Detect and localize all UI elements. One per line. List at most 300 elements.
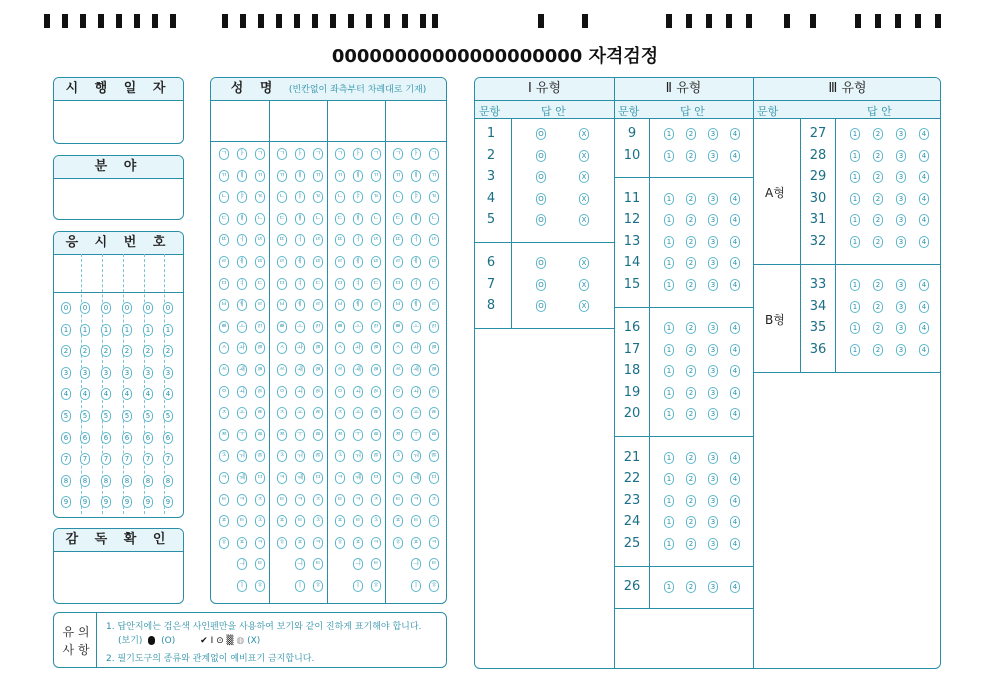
answer-bubble[interactable]: 2 [873, 193, 883, 205]
supervisor-box[interactable] [53, 528, 184, 604]
name-bubble[interactable]: ㅉ [393, 429, 403, 441]
name-bubble[interactable]: ㅃ [393, 321, 403, 333]
name-bubble[interactable]: ㅊ [335, 450, 345, 462]
name-bubble[interactable]: ㅏ [353, 148, 363, 160]
digit-bubble[interactable]: 5 [80, 410, 90, 422]
answer-bubble[interactable]: 2 [873, 214, 883, 226]
name-bubble[interactable]: ㅋ [313, 537, 323, 549]
answer-bubble[interactable]: O [536, 279, 546, 291]
name-bubble[interactable]: ㄱ [393, 148, 403, 160]
digit-bubble[interactable]: 9 [163, 496, 173, 508]
name-bubble[interactable]: ㅊ [313, 515, 323, 527]
name-bubble[interactable]: ㄱ [255, 148, 265, 160]
name-bubble[interactable]: ㅌ [295, 515, 305, 527]
name-bubble[interactable]: ㄲ [429, 170, 439, 182]
name-bubble[interactable]: ㅍ [353, 537, 363, 549]
name-bubble[interactable]: ㅍ [335, 515, 345, 527]
name-bubble[interactable]: ㄱ [371, 148, 381, 160]
answer-bubble[interactable]: 2 [686, 452, 696, 464]
name-bubble[interactable]: ㄾ [255, 407, 265, 419]
name-bubble[interactable]: ㅊ [393, 450, 403, 462]
name-bubble[interactable]: ㄺ [371, 321, 381, 333]
name-bubble[interactable]: ㅌ [255, 558, 265, 570]
answer-bubble[interactable]: 3 [708, 322, 718, 334]
name-bubble[interactable]: ㅈ [219, 407, 229, 419]
name-bubble[interactable]: ㄽ [313, 386, 323, 398]
name-bubble[interactable]: ㅝ [411, 450, 421, 462]
name-bubble[interactable]: ㅐ [411, 170, 421, 182]
name-bubble[interactable]: ㅁ [371, 472, 381, 484]
digit-bubble[interactable]: 9 [143, 496, 153, 508]
name-bubble[interactable]: ㅎ [429, 580, 439, 592]
name-bubble[interactable]: ㄵ [313, 234, 323, 246]
name-bubble[interactable]: ㅂ [277, 299, 287, 311]
answer-bubble[interactable]: 2 [686, 322, 696, 334]
name-bubble[interactable]: ㄷ [371, 278, 381, 290]
name-bubble[interactable]: ㅕ [411, 278, 421, 290]
name-bubble[interactable]: ㄼ [371, 364, 381, 376]
answer-bubble[interactable]: 4 [730, 581, 740, 593]
digit-bubble[interactable]: 5 [163, 410, 173, 422]
answer-bubble[interactable]: 4 [919, 236, 929, 248]
name-bubble[interactable]: ㅋ [411, 494, 421, 506]
answer-bubble[interactable]: 1 [850, 301, 860, 313]
answer-bubble[interactable]: 2 [686, 257, 696, 269]
digit-bubble[interactable]: 7 [143, 453, 153, 465]
answer-bubble[interactable]: 3 [896, 344, 906, 356]
answer-bubble[interactable]: 3 [708, 193, 718, 205]
name-bubble[interactable]: ㅑ [295, 191, 305, 203]
name-bubble[interactable]: ㄳ [255, 191, 265, 203]
name-bubble[interactable]: ㅅ [335, 342, 345, 354]
answer-bubble[interactable]: X [579, 257, 589, 269]
answer-bubble[interactable]: 1 [664, 257, 674, 269]
digit-bubble[interactable]: 8 [61, 475, 71, 487]
digit-bubble[interactable]: 0 [80, 302, 90, 314]
digit-bubble[interactable]: 2 [61, 345, 71, 357]
answer-bubble[interactable]: 4 [730, 452, 740, 464]
answer-bubble[interactable]: 1 [664, 516, 674, 528]
answer-bubble[interactable]: 4 [919, 344, 929, 356]
name-bubble[interactable]: ㄷ [219, 213, 229, 225]
digit-bubble[interactable]: 3 [80, 367, 90, 379]
answer-bubble[interactable]: 3 [896, 236, 906, 248]
digit-bubble[interactable]: 8 [80, 475, 90, 487]
name-bubble[interactable]: ㄷ [335, 213, 345, 225]
answer-bubble[interactable]: 4 [919, 128, 929, 140]
answer-bubble[interactable]: 4 [919, 193, 929, 205]
name-bubble[interactable]: ㅁ [335, 278, 345, 290]
answer-bubble[interactable]: 1 [850, 322, 860, 334]
name-bubble[interactable]: ㅋ [371, 537, 381, 549]
answer-bubble[interactable]: O [536, 214, 546, 226]
answer-bubble[interactable]: 2 [686, 538, 696, 550]
answer-bubble[interactable]: 4 [919, 301, 929, 313]
name-bubble[interactable]: ㅋ [219, 472, 229, 484]
answer-bubble[interactable]: 3 [896, 171, 906, 183]
name-bubble[interactable]: ㄱ [429, 148, 439, 160]
digit-bubble[interactable]: 9 [80, 496, 90, 508]
answer-bubble[interactable]: 1 [850, 193, 860, 205]
digit-bubble[interactable]: 0 [122, 302, 132, 314]
answer-bubble[interactable]: 2 [873, 236, 883, 248]
name-bubble[interactable]: ㅏ [295, 148, 305, 160]
name-bubble[interactable]: ㅢ [353, 558, 363, 570]
digit-bubble[interactable]: 4 [143, 388, 153, 400]
answer-bubble[interactable]: O [536, 171, 546, 183]
name-bubble[interactable]: ㄶ [371, 256, 381, 268]
name-bubble[interactable]: ㄲ [255, 170, 265, 182]
name-bubble[interactable]: ㅃ [219, 321, 229, 333]
digit-bubble[interactable]: 1 [122, 324, 132, 336]
answer-bubble[interactable]: 2 [686, 516, 696, 528]
name-bubble[interactable]: ㄱ [313, 148, 323, 160]
name-bubble[interactable]: ㅝ [353, 450, 363, 462]
digit-bubble[interactable]: 0 [61, 302, 71, 314]
answer-bubble[interactable]: 3 [708, 257, 718, 269]
answer-bubble[interactable]: 2 [686, 150, 696, 162]
answer-bubble[interactable]: 1 [664, 538, 674, 550]
answer-bubble[interactable]: 1 [850, 171, 860, 183]
answer-bubble[interactable]: 3 [708, 365, 718, 377]
name-bubble[interactable]: ㅔ [295, 256, 305, 268]
name-bubble[interactable]: ㅢ [237, 558, 247, 570]
name-bubble[interactable]: ㅘ [411, 342, 421, 354]
digit-bubble[interactable]: 3 [143, 367, 153, 379]
digit-bubble[interactable]: 8 [122, 475, 132, 487]
name-bubble[interactable]: ㅎ [255, 580, 265, 592]
name-bubble[interactable]: ㅑ [411, 191, 421, 203]
name-bubble[interactable]: ㅅ [393, 342, 403, 354]
answer-bubble[interactable]: 3 [708, 236, 718, 248]
answer-bubble[interactable]: X [579, 171, 589, 183]
name-bubble[interactable]: ㄽ [429, 386, 439, 398]
name-bubble[interactable]: ㄺ [429, 321, 439, 333]
name-bubble[interactable]: ㄷ [429, 278, 439, 290]
answer-bubble[interactable]: 1 [664, 150, 674, 162]
name-bubble[interactable]: ㅌ [411, 515, 421, 527]
digit-bubble[interactable]: 4 [61, 388, 71, 400]
answer-bubble[interactable]: 1 [664, 193, 674, 205]
answer-bubble[interactable]: 1 [664, 473, 674, 485]
name-bubble[interactable]: ㄶ [255, 256, 265, 268]
digit-bubble[interactable]: 6 [101, 432, 111, 444]
answer-bubble[interactable]: 3 [708, 387, 718, 399]
name-bubble[interactable]: ㅊ [371, 515, 381, 527]
answer-bubble[interactable]: 1 [664, 279, 674, 291]
answer-bubble[interactable]: 4 [730, 344, 740, 356]
name-bubble[interactable]: ㅖ [295, 299, 305, 311]
answer-bubble[interactable]: 2 [873, 279, 883, 291]
answer-bubble[interactable]: 2 [686, 408, 696, 420]
digit-bubble[interactable]: 7 [122, 453, 132, 465]
name-bubble[interactable]: ㅔ [237, 256, 247, 268]
name-bubble[interactable]: ㅏ [411, 148, 421, 160]
name-bubble[interactable]: ㅎ [371, 580, 381, 592]
digit-bubble[interactable]: 6 [122, 432, 132, 444]
answer-bubble[interactable]: 4 [730, 193, 740, 205]
answer-bubble[interactable]: 4 [730, 408, 740, 420]
name-bubble[interactable]: ㅓ [295, 234, 305, 246]
answer-bubble[interactable]: 4 [730, 257, 740, 269]
name-bubble[interactable]: ㅒ [295, 213, 305, 225]
answer-bubble[interactable]: 4 [919, 279, 929, 291]
name-bubble[interactable]: ㅣ [411, 580, 421, 592]
name-bubble[interactable]: ㅇ [277, 386, 287, 398]
name-bubble[interactable]: ㄳ [371, 191, 381, 203]
answer-bubble[interactable]: 3 [896, 279, 906, 291]
answer-bubble[interactable]: 3 [708, 581, 718, 593]
name-bubble[interactable]: ㅎ [393, 537, 403, 549]
name-bubble[interactable]: ㅚ [353, 386, 363, 398]
name-bubble[interactable]: ㅈ [335, 407, 345, 419]
digit-bubble[interactable]: 0 [163, 302, 173, 314]
name-bubble[interactable]: ㄻ [371, 342, 381, 354]
name-bubble[interactable]: ㅎ [313, 580, 323, 592]
name-bubble[interactable]: ㄷ [255, 278, 265, 290]
name-bubble[interactable]: ㅛ [237, 407, 247, 419]
name-bubble[interactable]: ㅊ [219, 450, 229, 462]
name-bubble[interactable]: ㅞ [237, 472, 247, 484]
name-bubble[interactable]: ㅞ [411, 472, 421, 484]
name-bubble[interactable]: ㄴ [277, 191, 287, 203]
name-bubble[interactable]: ㅍ [411, 537, 421, 549]
name-bubble[interactable]: ㅎ [335, 537, 345, 549]
name-bubble[interactable]: ㅛ [295, 407, 305, 419]
answer-bubble[interactable]: 2 [686, 495, 696, 507]
name-bubble[interactable]: ㅚ [295, 386, 305, 398]
digit-bubble[interactable]: 6 [80, 432, 90, 444]
name-bubble[interactable]: ㄴ [313, 213, 323, 225]
field-box[interactable] [53, 155, 184, 220]
name-bubble[interactable]: ㅁ [255, 472, 265, 484]
name-bubble[interactable]: ㅂ [393, 299, 403, 311]
name-bubble[interactable]: ㅉ [219, 429, 229, 441]
name-bubble[interactable]: ㅋ [295, 494, 305, 506]
name-bubble[interactable]: ㅌ [219, 494, 229, 506]
answer-bubble[interactable]: 3 [896, 301, 906, 313]
name-bubble[interactable]: ㅒ [353, 213, 363, 225]
name-bubble[interactable]: ㅊ [429, 515, 439, 527]
name-bubble[interactable]: ㄹ [313, 299, 323, 311]
digit-bubble[interactable]: 4 [101, 388, 111, 400]
name-bubble[interactable]: ㅍ [277, 515, 287, 527]
name-bubble[interactable]: ㅆ [277, 364, 287, 376]
name-bubble[interactable]: ㅘ [295, 342, 305, 354]
name-bubble[interactable]: ㄿ [429, 429, 439, 441]
answer-bubble[interactable]: 3 [708, 344, 718, 356]
name-bubble[interactable]: ㄾ [371, 407, 381, 419]
name-bubble[interactable]: ㄲ [219, 170, 229, 182]
digit-bubble[interactable]: 5 [143, 410, 153, 422]
answer-bubble[interactable]: O [536, 193, 546, 205]
answer-bubble[interactable]: 3 [708, 452, 718, 464]
name-bubble[interactable]: ㅌ [237, 515, 247, 527]
name-bubble[interactable]: ㅙ [353, 364, 363, 376]
name-bubble[interactable]: ㅍ [237, 537, 247, 549]
answer-bubble[interactable]: 3 [708, 128, 718, 140]
name-bubble[interactable]: ㄲ [393, 170, 403, 182]
answer-bubble[interactable]: 4 [730, 128, 740, 140]
name-bubble[interactable]: ㄶ [313, 256, 323, 268]
name-bubble[interactable]: ㅌ [393, 494, 403, 506]
name-bubble[interactable]: ㅅ [219, 342, 229, 354]
name-bubble[interactable]: ㄳ [429, 191, 439, 203]
digit-bubble[interactable]: 6 [143, 432, 153, 444]
name-bubble[interactable]: ㅝ [237, 450, 247, 462]
name-bubble[interactable]: ㅝ [295, 450, 305, 462]
answer-bubble[interactable]: 4 [730, 516, 740, 528]
digit-bubble[interactable]: 4 [80, 388, 90, 400]
name-bubble[interactable]: ㄵ [371, 234, 381, 246]
name-bubble[interactable]: ㄹ [371, 299, 381, 311]
name-bubble[interactable]: ㄾ [429, 407, 439, 419]
name-bubble[interactable]: ㅀ [255, 450, 265, 462]
digit-bubble[interactable]: 6 [61, 432, 71, 444]
answer-bubble[interactable]: 2 [873, 171, 883, 183]
digit-bubble[interactable]: 8 [143, 475, 153, 487]
answer-bubble[interactable]: X [579, 279, 589, 291]
name-bubble[interactable]: ㅓ [411, 234, 421, 246]
name-bubble[interactable]: ㅖ [237, 299, 247, 311]
name-bubble[interactable]: ㅣ [295, 580, 305, 592]
exam-date-box[interactable] [53, 77, 184, 144]
answer-bubble[interactable]: 2 [686, 387, 696, 399]
answer-bubble[interactable]: 3 [708, 495, 718, 507]
answer-bubble[interactable]: 2 [873, 150, 883, 162]
name-bubble[interactable]: ㅉ [277, 429, 287, 441]
name-bubble[interactable]: ㅌ [429, 558, 439, 570]
name-bubble[interactable]: ㅗ [353, 321, 363, 333]
name-bubble[interactable]: ㅒ [237, 213, 247, 225]
name-bubble[interactable]: ㄽ [371, 386, 381, 398]
name-bubble[interactable]: ㅈ [429, 494, 439, 506]
answer-bubble[interactable]: 1 [664, 236, 674, 248]
name-bubble[interactable]: ㄼ [429, 364, 439, 376]
name-bubble[interactable]: ㄹ [429, 299, 439, 311]
name-bubble[interactable]: ㅔ [353, 256, 363, 268]
digit-bubble[interactable]: 5 [61, 410, 71, 422]
name-bubble[interactable]: ㄹ [277, 256, 287, 268]
digit-bubble[interactable]: 0 [101, 302, 111, 314]
digit-bubble[interactable]: 3 [163, 367, 173, 379]
answer-bubble[interactable]: 1 [664, 495, 674, 507]
name-bubble[interactable]: ㄺ [313, 321, 323, 333]
answer-bubble[interactable]: 2 [686, 214, 696, 226]
name-bubble[interactable]: ㅍ [219, 515, 229, 527]
answer-bubble[interactable]: 2 [686, 581, 696, 593]
answer-bubble[interactable]: 4 [919, 214, 929, 226]
name-bubble[interactable]: ㅚ [237, 386, 247, 398]
answer-bubble[interactable]: 1 [664, 344, 674, 356]
answer-bubble[interactable]: 2 [873, 301, 883, 313]
answer-bubble[interactable]: 1 [664, 408, 674, 420]
name-bubble[interactable]: ㄲ [371, 170, 381, 182]
name-bubble[interactable]: ㅃ [335, 321, 345, 333]
digit-bubble[interactable]: 9 [101, 496, 111, 508]
answer-bubble[interactable]: 1 [664, 581, 674, 593]
name-bubble[interactable]: ㅋ [429, 537, 439, 549]
answer-bubble[interactable]: X [579, 128, 589, 140]
name-bubble[interactable]: ㅜ [353, 429, 363, 441]
answer-bubble[interactable]: O [536, 128, 546, 140]
name-bubble[interactable]: ㅊ [277, 450, 287, 462]
name-bubble[interactable]: ㅖ [353, 299, 363, 311]
digit-bubble[interactable]: 5 [122, 410, 132, 422]
digit-bubble[interactable]: 2 [143, 345, 153, 357]
name-bubble[interactable]: ㄳ [313, 191, 323, 203]
name-bubble[interactable]: ㅀ [313, 450, 323, 462]
answer-bubble[interactable]: 4 [730, 365, 740, 377]
name-bubble[interactable]: ㄿ [255, 429, 265, 441]
name-bubble[interactable]: ㄹ [219, 256, 229, 268]
name-bubble[interactable]: ㅕ [353, 278, 363, 290]
name-bubble[interactable]: ㅒ [411, 213, 421, 225]
name-bubble[interactable]: ㅜ [411, 429, 421, 441]
name-bubble[interactable]: ㄸ [335, 234, 345, 246]
digit-bubble[interactable]: 1 [101, 324, 111, 336]
name-bubble[interactable]: ㅈ [255, 494, 265, 506]
name-bubble[interactable]: ㅙ [237, 364, 247, 376]
digit-bubble[interactable]: 8 [101, 475, 111, 487]
name-bubble[interactable]: ㅎ [219, 537, 229, 549]
name-bubble[interactable]: ㄷ [393, 213, 403, 225]
name-bubble[interactable]: ㅣ [237, 580, 247, 592]
answer-bubble[interactable]: 2 [873, 128, 883, 140]
name-bubble[interactable]: ㅆ [393, 364, 403, 376]
digit-bubble[interactable]: 7 [163, 453, 173, 465]
digit-bubble[interactable]: 0 [143, 302, 153, 314]
digit-bubble[interactable]: 1 [80, 324, 90, 336]
name-bubble[interactable]: ㅌ [277, 494, 287, 506]
name-bubble[interactable]: ㅋ [393, 472, 403, 484]
name-bubble[interactable]: ㅁ [393, 278, 403, 290]
name-bubble[interactable]: ㅅ [277, 342, 287, 354]
answer-bubble[interactable]: 4 [730, 473, 740, 485]
name-bubble[interactable]: ㅁ [313, 472, 323, 484]
answer-bubble[interactable]: 4 [730, 214, 740, 226]
name-bubble[interactable]: ㅛ [411, 407, 421, 419]
answer-bubble[interactable]: 2 [686, 344, 696, 356]
name-bubble[interactable]: ㅍ [295, 537, 305, 549]
answer-bubble[interactable]: 3 [896, 322, 906, 334]
name-bubble[interactable]: ㅀ [429, 450, 439, 462]
name-bubble[interactable]: ㅏ [237, 148, 247, 160]
answer-bubble[interactable]: 2 [686, 193, 696, 205]
answer-bubble[interactable]: 4 [730, 236, 740, 248]
answer-bubble[interactable]: 1 [664, 322, 674, 334]
digit-bubble[interactable]: 1 [143, 324, 153, 336]
name-bubble[interactable]: ㄺ [255, 321, 265, 333]
digit-bubble[interactable]: 2 [80, 345, 90, 357]
name-bubble[interactable]: ㄿ [313, 429, 323, 441]
digit-bubble[interactable]: 3 [61, 367, 71, 379]
name-bubble[interactable]: ㅑ [237, 191, 247, 203]
name-bubble[interactable]: ㅑ [353, 191, 363, 203]
name-bubble[interactable]: ㅇ [219, 386, 229, 398]
name-bubble[interactable]: ㅜ [295, 429, 305, 441]
name-bubble[interactable]: ㅐ [237, 170, 247, 182]
name-bubble[interactable]: ㄴ [335, 191, 345, 203]
name-bubble[interactable]: ㅕ [237, 278, 247, 290]
name-bubble[interactable]: ㄴ [429, 213, 439, 225]
answer-bubble[interactable]: 1 [664, 452, 674, 464]
answer-bubble[interactable]: 4 [919, 171, 929, 183]
answer-bubble[interactable]: 2 [686, 236, 696, 248]
answer-bubble[interactable]: 1 [850, 279, 860, 291]
answer-bubble[interactable]: 4 [730, 322, 740, 334]
answer-bubble[interactable]: 2 [686, 473, 696, 485]
